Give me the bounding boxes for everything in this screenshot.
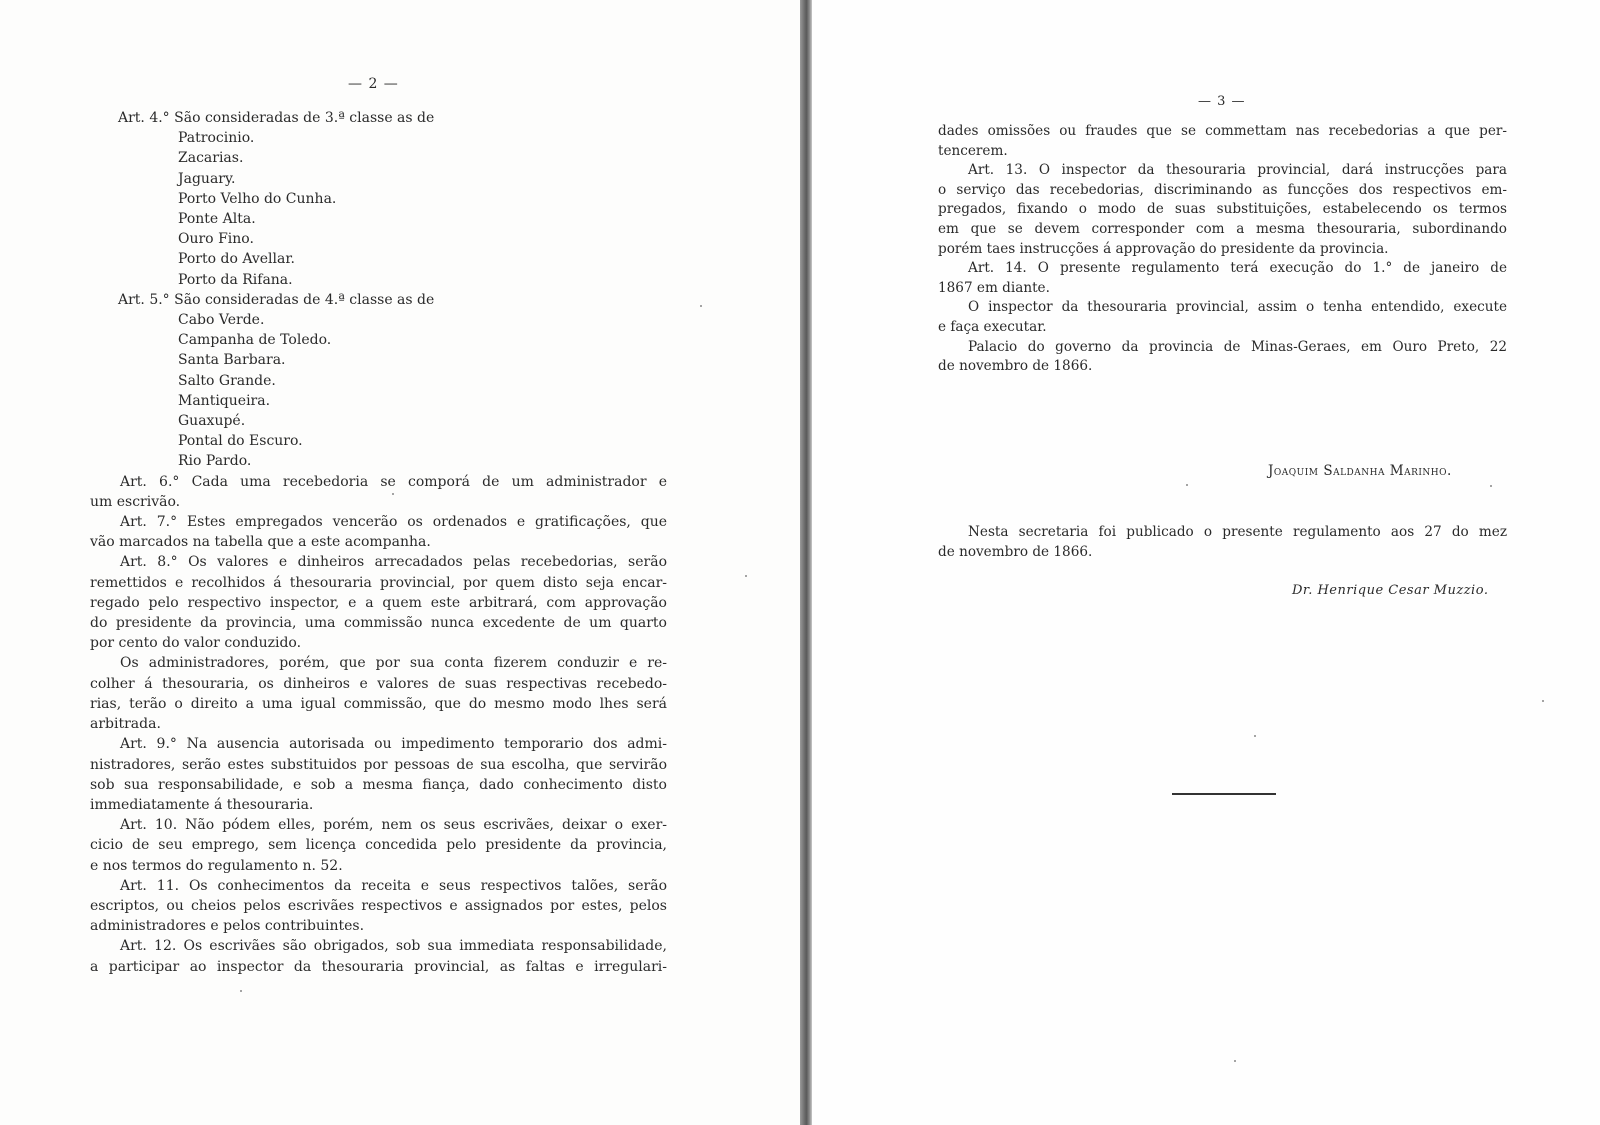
print-speck xyxy=(1186,484,1188,486)
right-text-column xyxy=(938,122,1507,377)
closing-rule xyxy=(1172,793,1276,795)
text-line: pregados, fixando o modo de suas substituições, estabelecendo os termos xyxy=(938,201,1507,218)
place-name: Pontal do Escuro. xyxy=(178,433,303,450)
secretary-signature: Dr. Henrique Cesar Muzzio. xyxy=(1292,583,1489,598)
text-line: Art. 9.° Na ausencia autorisada ou impedimento temporario dos admi- xyxy=(120,736,667,753)
text-line: Art. 7.° Estes empregados vencerão os ordenados e gratificações, que xyxy=(120,514,667,531)
print-speck xyxy=(745,575,747,577)
text-line: porém taes instrucções á approvação do presidente da provincia. xyxy=(938,240,1389,257)
text-line: 1867 em diante. xyxy=(938,279,1050,296)
text-line: o serviço das recebedorias, discriminando as funcções dos respectivos em- xyxy=(938,181,1507,198)
place-name: Zacarias. xyxy=(178,150,244,167)
place-name: Ponte Alta. xyxy=(178,211,256,228)
text-line: a participar ao inspector da thesouraria provincial, as faltas e irregulari- xyxy=(90,958,667,975)
text-line: Art. 12. Os escrivães são obrigados, sob sua immediata responsabilidade, xyxy=(120,938,667,955)
text-line: do presidente da provincia, uma commissão nunca excedente de um quarto xyxy=(90,615,667,632)
text-line: Art. 13. O inspector da thesouraria provincial, dará instrucções para xyxy=(968,162,1507,179)
text-line: e faça executar. xyxy=(938,318,1047,335)
text-line: dades omissões ou fraudes que se commettam nas recebedorias a que per- xyxy=(938,123,1507,139)
place-name: Salto Grande. xyxy=(178,372,276,389)
print-speck xyxy=(1490,485,1492,487)
art5-heading: Art. 5.° São consideradas de 4.ª classe as de xyxy=(118,291,435,308)
place-name: Porto da Rifana. xyxy=(178,271,293,288)
text-line: em que se devem corresponder com a mesma thesouraria, subordinando xyxy=(938,220,1507,237)
page-number-right: — 3 — xyxy=(1198,94,1246,109)
print-speck xyxy=(1542,700,1544,702)
right-articles xyxy=(938,122,1507,377)
text-line: Art. 14. O presente regulamento terá execução do 1.° de janeiro de xyxy=(968,260,1507,277)
place-name: Ouro Fino. xyxy=(178,231,254,248)
place-name: Porto do Avellar. xyxy=(178,251,295,268)
art4-place-list xyxy=(90,128,667,290)
text-line: Nesta secretaria foi publicado o presente regulamento aos 27 do mez xyxy=(968,524,1507,540)
text-line: Art. 8.° Os valores e dinheiros arrecadados pelas recebedorias, serão xyxy=(120,554,667,571)
text-line: um escrivão. xyxy=(90,493,181,510)
text-line: escriptos, ou cheios pelos escrivães respectivos e assignados por estes, pelos xyxy=(90,897,667,914)
print-speck xyxy=(700,305,702,307)
text-line: rias, terão o direito a uma igual commissão, que do mesmo modo lhes será xyxy=(90,695,667,712)
place-name: Rio Pardo. xyxy=(178,453,252,470)
text-line: Os administradores, porém, que por sua conta fizerem conduzir e re- xyxy=(120,655,667,672)
print-speck xyxy=(240,990,242,992)
left-text-column xyxy=(90,108,667,977)
text-line: Palacio do governo da provincia de Minas-Geraes, em Ouro Preto, 22 xyxy=(968,338,1507,355)
text-line: por cento do valor conduzido. xyxy=(90,635,302,652)
text-line: remettidos e recolhidos á thesouraria provincial, por quem disto seja encar- xyxy=(90,574,667,591)
text-line: Art. 10. Não pódem elles, porém, nem os seus escrivães, deixar o exer- xyxy=(120,817,667,834)
text-line: tencerem. xyxy=(938,142,1008,159)
text-line: cicio de seu emprego, sem licença concedida pelo presidente da provincia, xyxy=(90,837,667,854)
place-name: Porto Velho do Cunha. xyxy=(178,190,337,207)
text-line: vão marcados na tabella que a este acompanha. xyxy=(90,534,431,551)
text-line: nistradores, serão estes substituidos por pessoas de sua escolha, que servirão xyxy=(90,756,667,773)
text-line: sob sua responsabilidade, e sob a mesma fiança, dado conhecimento disto xyxy=(90,776,667,793)
print-speck xyxy=(1234,1060,1236,1062)
text-line: O inspector da thesouraria provincial, assim o tenha entendido, execute xyxy=(968,299,1507,316)
print-speck xyxy=(392,493,394,495)
print-speck xyxy=(1254,735,1256,737)
place-name: Campanha de Toledo. xyxy=(178,332,332,349)
publication-lines xyxy=(938,522,1507,562)
text-line: immediatamente á thesouraria. xyxy=(90,796,314,813)
governor-signature: Joaquim Saldanha Marinho. xyxy=(1268,463,1452,479)
text-line: Art. 6.° Cada uma recebedoria se comporá de um administrador e xyxy=(120,473,667,490)
art5-place-list xyxy=(90,310,667,472)
place-name: Santa Barbara. xyxy=(178,352,286,369)
place-name: Cabo Verde. xyxy=(178,312,265,329)
place-name: Jaguary. xyxy=(178,170,236,187)
text-line: de novembro de 1866. xyxy=(938,358,1093,375)
place-name: Patrocinio. xyxy=(178,130,255,147)
publication-note xyxy=(938,522,1507,562)
text-line: e nos termos do regulamento n. 52. xyxy=(90,857,343,874)
page-number-left: — 2 — xyxy=(348,76,399,92)
book-gutter xyxy=(800,0,812,1125)
place-name: Mantiqueira. xyxy=(178,392,271,409)
text-line: administradores e pelos contribuintes. xyxy=(90,918,365,935)
place-name: Guaxupé. xyxy=(178,413,246,430)
text-line: regado pelo respectivo inspector, e a quem este arbitrará, com approvação xyxy=(90,594,667,611)
text-line: de novembro de 1866. xyxy=(938,544,1093,560)
left-articles xyxy=(90,472,667,977)
text-line: Art. 11. Os conhecimentos da receita e seus respectivos talões, serão xyxy=(120,877,667,894)
text-line: colher á thesouraria, os dinheiros e valores de suas respectivas recebedo- xyxy=(90,675,667,692)
art4-heading: Art. 4.° São consideradas de 3.ª classe as de xyxy=(118,110,435,126)
text-line: arbitrada. xyxy=(90,716,161,733)
